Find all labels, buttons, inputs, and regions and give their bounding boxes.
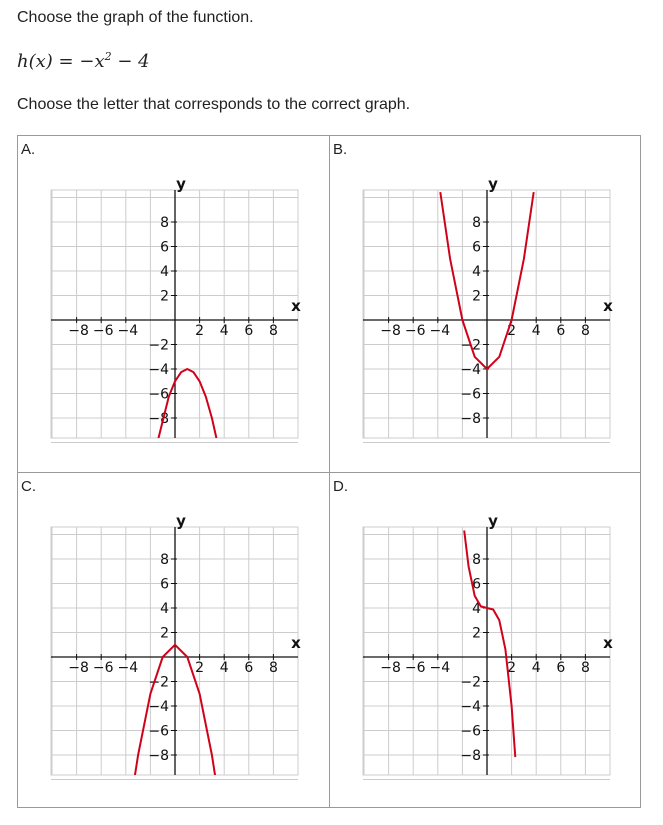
y-tick-label: −8: [148, 411, 169, 427]
choice-a[interactable]: [18, 136, 329, 472]
y-tick-label: −2: [148, 674, 169, 691]
x-tick-label: 2: [507, 660, 517, 676]
y-tick-label: −4: [460, 699, 481, 715]
y-tick-label: 6: [160, 239, 169, 256]
x-tick-label: 8: [580, 660, 590, 676]
x-tick-label: −8: [68, 323, 89, 339]
x-tick-label: −8: [68, 660, 89, 676]
y-tick-label: −2: [148, 337, 169, 354]
y-tick-label: 8: [160, 552, 169, 568]
choice-b-letter: B.: [333, 141, 348, 158]
x-tick-label: 4: [531, 660, 541, 676]
choice-b[interactable]: [329, 136, 640, 472]
y-tick-label: −6: [460, 386, 481, 403]
x-tick-label: 8: [268, 660, 278, 676]
y-tick-label: −8: [148, 748, 169, 764]
x-tick-label: 6: [556, 323, 566, 339]
choice-d-letter: D.: [333, 478, 348, 495]
choice-a-letter: A.: [21, 141, 36, 158]
x-tick-label: 8: [268, 323, 278, 339]
y-tick-label: 2: [472, 625, 481, 642]
x-tick-label: −6: [404, 660, 426, 676]
x-tick-label: 2: [195, 323, 205, 339]
x-tick-label: 6: [556, 660, 566, 676]
y-axis-label: y: [488, 175, 498, 193]
question-prompt: Choose the graph of the function.: [17, 9, 254, 26]
choice-c-letter: C.: [21, 478, 36, 495]
x-tick-label: −4: [117, 323, 139, 339]
choice-b-graph: [330, 136, 641, 472]
y-tick-label: −6: [148, 386, 169, 403]
y-tick-label: 4: [472, 601, 481, 617]
function-curve: [157, 369, 219, 446]
x-tick-label: 2: [507, 323, 517, 339]
y-tick-label: 6: [472, 576, 481, 593]
x-tick-label: 4: [219, 660, 229, 676]
x-tick-label: −4: [429, 323, 451, 339]
y-tick-label: −6: [148, 723, 169, 740]
y-tick-label: −6: [460, 723, 481, 740]
y-tick-label: 8: [472, 215, 481, 231]
y-tick-label: −8: [460, 411, 481, 427]
x-tick-label: −8: [380, 323, 401, 339]
x-tick-label: −4: [429, 660, 451, 676]
x-axis-label: x: [603, 297, 613, 315]
y-tick-label: −2: [460, 674, 481, 691]
choice-d-graph: [330, 473, 641, 809]
y-tick-label: 2: [160, 625, 169, 642]
x-axis-label: x: [603, 634, 613, 652]
x-axis-label: x: [291, 634, 301, 652]
y-tick-label: 2: [160, 288, 169, 305]
y-tick-label: 6: [160, 576, 169, 593]
function-tail: − 4: [117, 51, 150, 72]
y-tick-label: −8: [460, 748, 481, 764]
y-tick-label: −4: [460, 362, 481, 378]
y-tick-label: 2: [472, 288, 481, 305]
instruction-text: Choose the letter that corresponds to the correct graph.: [17, 96, 411, 113]
y-tick-label: 8: [160, 215, 169, 231]
x-tick-label: 8: [580, 323, 590, 339]
x-tick-label: 6: [244, 660, 254, 676]
x-tick-label: −6: [92, 660, 114, 676]
y-tick-label: −2: [460, 337, 481, 354]
function-rhs: −x: [79, 51, 105, 72]
function-lhs: h(x): [17, 51, 53, 72]
x-tick-label: 4: [531, 323, 541, 339]
x-tick-label: 2: [195, 660, 205, 676]
y-axis-label: y: [176, 512, 186, 530]
y-axis-label: y: [488, 512, 498, 530]
function-eq: =: [58, 51, 74, 72]
y-tick-label: 6: [472, 239, 481, 256]
choice-d[interactable]: [329, 472, 640, 808]
x-tick-label: −4: [117, 660, 139, 676]
y-tick-label: −4: [148, 699, 169, 715]
answer-choices-grid: [17, 135, 641, 808]
choice-c[interactable]: [18, 472, 329, 808]
choice-c-graph: [18, 473, 329, 809]
y-tick-label: −4: [148, 362, 169, 378]
y-tick-label: 4: [160, 601, 169, 617]
y-axis-label: y: [176, 175, 186, 193]
x-tick-label: −6: [92, 323, 114, 339]
x-tick-label: 4: [219, 323, 229, 339]
x-tick-label: −8: [380, 660, 401, 676]
y-tick-label: 8: [472, 552, 481, 568]
y-tick-label: 4: [472, 264, 481, 280]
x-tick-label: 6: [244, 323, 254, 339]
function-expression: [17, 50, 150, 72]
y-tick-label: 4: [160, 264, 169, 280]
x-tick-label: −6: [404, 323, 426, 339]
choice-a-graph: [18, 136, 329, 472]
x-axis-label: x: [291, 297, 301, 315]
function-exponent: 2: [104, 50, 112, 63]
